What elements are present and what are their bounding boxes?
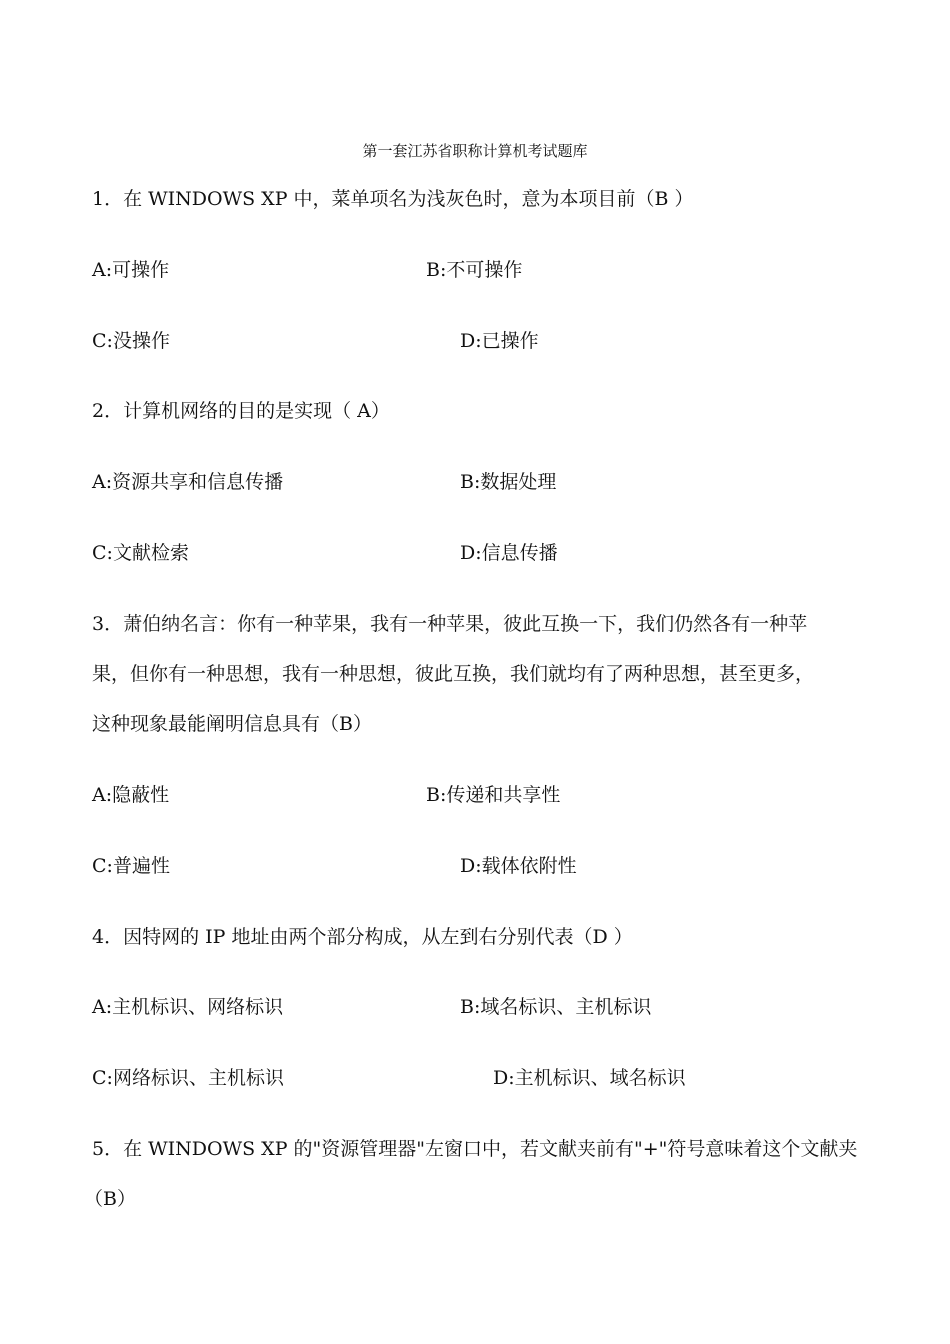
question-5-stem-line-1: 5．在 WINDOWS XP 的"资源管理器"左窗口中，若文献夹前有"+"符号意味着这个文献夹 bbox=[92, 1138, 858, 1160]
document-title: 第一套江苏省职称计算机考试题库 bbox=[362, 142, 588, 160]
question-2-option-b: B:数据处理 bbox=[460, 471, 557, 493]
question-4-option-d: D:主机标识、域名标识 bbox=[493, 1067, 686, 1089]
question-1-option-a: A:可操作 bbox=[92, 259, 170, 281]
question-4-option-c: C:网络标识、主机标识 bbox=[92, 1067, 284, 1089]
question-1-option-d: D:已操作 bbox=[460, 330, 539, 352]
question-5-stem-line-2: （B） bbox=[84, 1188, 136, 1210]
question-4-stem: 4．因特网的 IP 地址由两个部分构成，从左到右分别代表（D ） bbox=[92, 926, 633, 948]
question-1-stem: 1．在 WINDOWS XP 中，菜单项名为浅灰色时，意为本项目前（B ） bbox=[92, 188, 694, 210]
question-3-option-d: D:载体依附性 bbox=[460, 855, 577, 877]
question-2-option-d: D:信息传播 bbox=[460, 542, 558, 564]
question-2-option-c: C:文献检索 bbox=[92, 542, 189, 564]
question-3-option-a: A:隐蔽性 bbox=[92, 784, 170, 806]
question-4-option-b: B:域名标识、主机标识 bbox=[460, 996, 652, 1018]
question-3-stem-line-3: 这种现象最能阐明信息具有（B） bbox=[92, 713, 372, 735]
question-3-option-c: C:普遍性 bbox=[92, 855, 170, 877]
question-2-stem: 2．计算机网络的目的是实现（ A） bbox=[92, 400, 390, 422]
question-4-option-a: A:主机标识、网络标识 bbox=[92, 996, 284, 1018]
question-3-stem-line-1: 3．萧伯纳名言：你有一种苹果，我有一种苹果，彼此互换一下，我们仍然各有一种苹 bbox=[92, 613, 808, 635]
question-3-stem-line-2: 果，但你有一种思想，我有一种思想，彼此互换，我们就均有了两种思想，甚至更多， bbox=[92, 663, 815, 685]
question-1-option-c: C:没操作 bbox=[92, 330, 170, 352]
question-1-option-b: B:不可操作 bbox=[426, 259, 523, 281]
question-3-option-b: B:传递和共享性 bbox=[426, 784, 561, 806]
question-2-option-a: A:资源共享和信息传播 bbox=[92, 471, 284, 493]
